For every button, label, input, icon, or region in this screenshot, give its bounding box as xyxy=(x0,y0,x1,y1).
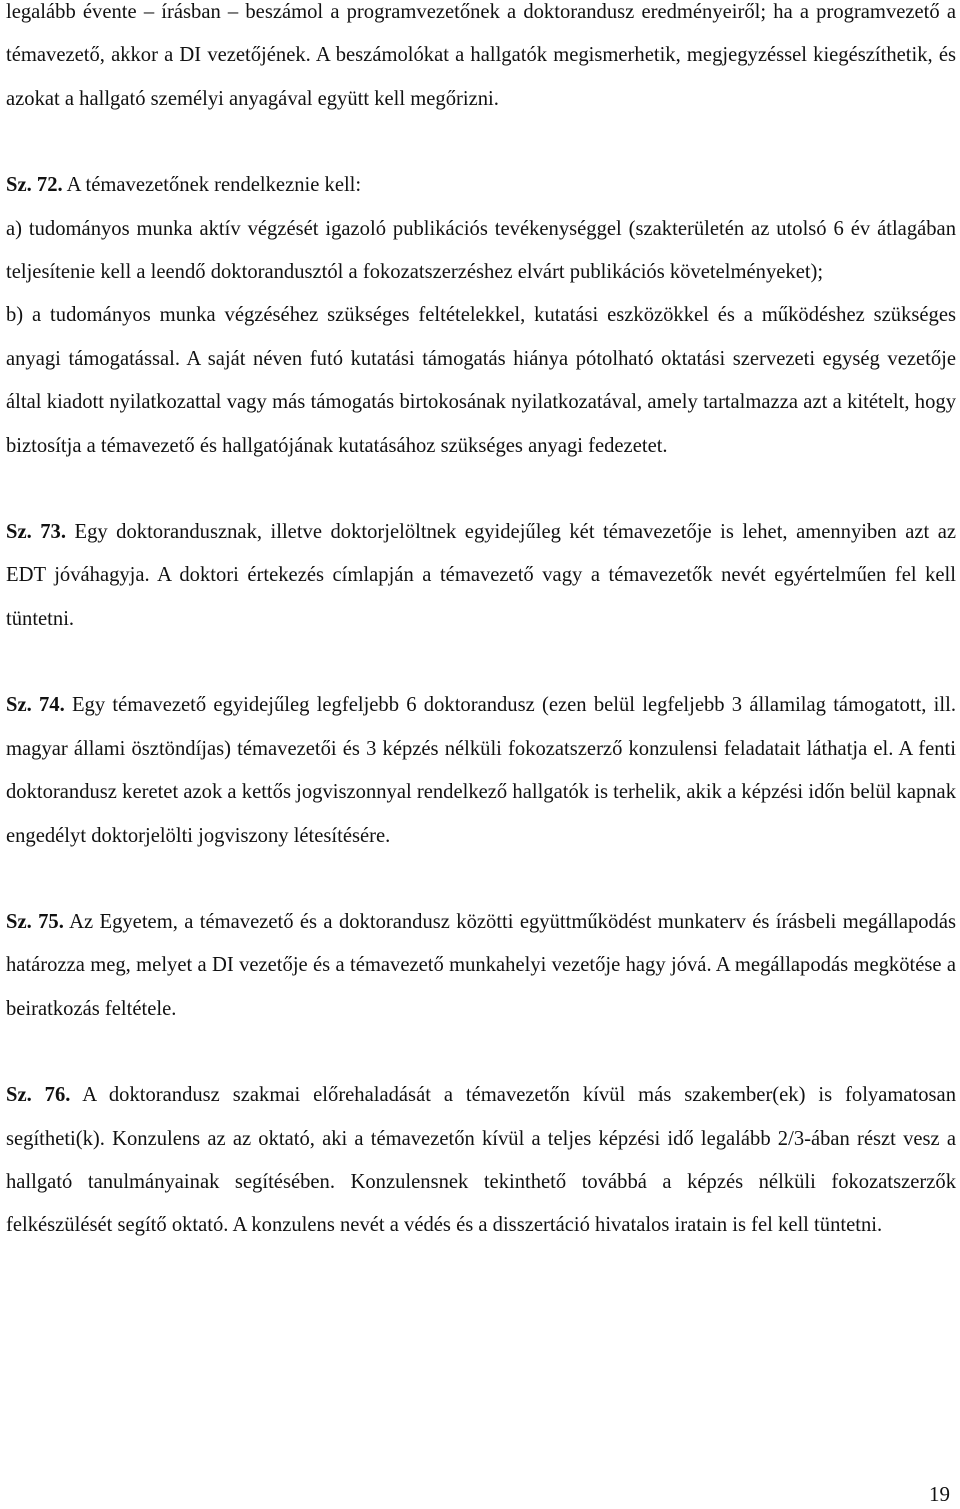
section-75-text: Az Egyetem, a témavezető és a doktorandusz közötti együttműködést munkaterv és írásbeli megállapodás határozza meg, melyet a DI vezetője és a témavezető munkahelyi vezetője hagy jóvá. A megállapodás megkötése a beiratkozás feltétele. xyxy=(6,910,957,1020)
section-74-text: Egy témavezető egyidejűleg legfeljebb 6 doktorandusz (ezen belül legfeljebb 3 államilag támogatott, ill. magyar állami ösztöndíjas) témavezetői és 3 képzés nélküli fokozatszerző konzulensi feladatait láthatja el. A fenti doktorandusz keretet azok a kettős jogviszonnyal rendelkező hallgatók is terhelik, akik a képzési időn belül kapnak engedélyt doktorjelölti jogviszony létesítésére. xyxy=(6,694,956,847)
section-72-heading-paragraph xyxy=(6,164,956,207)
section-72-lead: A témavezetőnek rendelkeznie kell: xyxy=(62,174,362,197)
section-76-label: Sz. 76. xyxy=(6,1084,71,1107)
section-72-label: Sz. 72. xyxy=(6,174,63,197)
section-74-paragraph xyxy=(6,684,956,858)
section-76-text: A doktorandusz szakmai előrehaladását a témavezetőn kívül más szakember(ek) is folyamatosan segítheti(k). Konzulens az az oktató, aki a témavezetőn kívül a teljes képzési idő legalább 2/3-ában részt vesz a hallgató tanulmányainak segítésében. Konzulensnek tekinthető továbbá a képzés nélküli fokozatszerzők felkészülését segítő oktató. A konzulens nevét a védés és a disszertáció hivatalos iratain is fel kell tüntetni. xyxy=(6,1084,956,1237)
section-73-paragraph xyxy=(6,511,956,641)
section-76-paragraph xyxy=(6,1074,956,1248)
section-73-label: Sz. 73. xyxy=(6,521,66,544)
section-75-paragraph xyxy=(6,901,956,1031)
section-73-text: Egy doktorandusznak, illetve doktorjelöltnek egyidejűleg két témavezetője is lehet, amennyiben azt az EDT jóváhagyja. A doktori értekezés címlapján a témavezető vagy a témavezetők nevét egyértelműen fel kell tüntetni. xyxy=(6,521,957,630)
document-page xyxy=(6,0,956,1248)
section-72-item-a: a) tudományos munka aktív végzését igazoló publikációs tevékenységgel (szakterületén az utolsó 6 év átlagában teljesítenie kell a leendő doktorandusztól a fokozatszerzéshez elvárt publikációs követelményeket); xyxy=(6,217,956,284)
page-number: 19 xyxy=(929,1482,950,1506)
section-75-label: Sz. 75. xyxy=(6,910,64,933)
section-74-label: Sz. 74. xyxy=(6,694,65,717)
section-72-item-b: b) a tudományos munka végzéséhez szükséges feltételekkel, kutatási eszközökkel és a működéshez szükséges anyagi támogatással. A saját néven futó kutatási támogatás hiánya pótolható oktatási szervezeti egység vezetője által kiadott nyilatkozattal vagy más támogatás birtokosának nyilatkozatával, amely tartalmazza azt a kitételt, hogy biztosítja a témavezető és hallgatójának kutatásához szükséges anyagi fedezetet. xyxy=(6,304,956,457)
intro-paragraph: legalább évente – írásban – beszámol a programvezetőnek a doktorandusz eredményeiről; ha a programvezető a témavezető, akkor a DI vezetőjének. A beszámolókat a hallgatók megismerhetik, megjegyzéssel kiegészíthetik, és azokat a hallgató személyi anyagával együtt kell megőrizni. xyxy=(6,1,956,110)
